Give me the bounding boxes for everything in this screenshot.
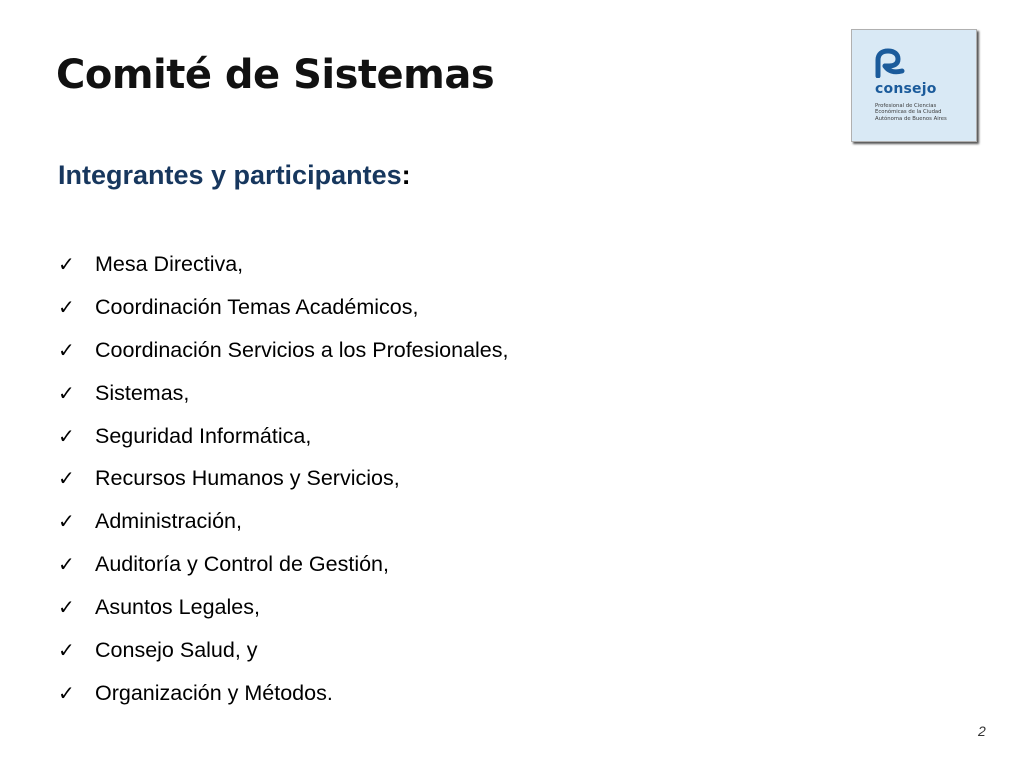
checkmark-icon: ✓ (58, 509, 75, 534)
slide-title: Comité de Sistemas (56, 52, 495, 98)
list-item (58, 334, 509, 377)
list-item-label: Administración, (95, 509, 242, 534)
list-item (58, 634, 509, 677)
list-item-label: Coordinación Temas Académicos, (95, 294, 419, 319)
checkmark-icon: ✓ (58, 680, 75, 705)
checkmark-icon: ✓ (58, 252, 75, 276)
list-item-label: Seguridad Informática, (95, 423, 312, 448)
checkmark-icon: ✓ (58, 466, 75, 491)
checkmark-icon: ✓ (58, 423, 75, 448)
list-item-label: Consejo Salud, y (95, 638, 258, 663)
slide-subtitle (58, 160, 411, 191)
subtitle-colon: : (401, 160, 411, 190)
list-item-label: Recursos Humanos y Servicios, (95, 466, 400, 491)
subtitle-text: Integrantes y participantes (58, 160, 402, 190)
list-item (58, 548, 509, 591)
checkmark-icon: ✓ (58, 380, 75, 405)
list-item (58, 505, 509, 548)
list-item-label: Asuntos Legales, (95, 595, 260, 620)
list-item (58, 591, 509, 634)
logo-subtext (875, 103, 973, 122)
list-item (58, 677, 509, 720)
participants-list (58, 248, 509, 720)
list-item-label: Organización y Métodos. (95, 680, 333, 705)
checkmark-icon: ✓ (58, 552, 75, 577)
logo-wordmark: consejo (875, 81, 937, 97)
consejo-logo (851, 29, 977, 142)
list-item (58, 377, 509, 420)
checkmark-icon: ✓ (58, 337, 75, 362)
list-item-label: Sistemas, (95, 380, 190, 405)
list-item-label: Auditoría y Control de Gestión, (95, 552, 389, 577)
list-item (58, 420, 509, 463)
logo-subtext-line: Económicas de la Ciudad (875, 109, 942, 116)
list-item-label: Mesa Directiva, (95, 252, 244, 276)
checkmark-icon: ✓ (58, 595, 75, 620)
page-number: 2 (978, 723, 986, 739)
list-item (58, 291, 509, 334)
consejo-logo-icon (872, 48, 906, 78)
list-item (58, 248, 509, 291)
list-item-label: Coordinación Servicios a los Profesionales, (95, 337, 509, 362)
list-item (58, 462, 509, 505)
checkmark-icon: ✓ (58, 638, 75, 663)
checkmark-icon: ✓ (58, 294, 75, 319)
logo-subtext-line: Autónoma de Buenos Aires (875, 115, 947, 122)
logo-subtext-line: Profesional de Ciencias (875, 103, 937, 109)
